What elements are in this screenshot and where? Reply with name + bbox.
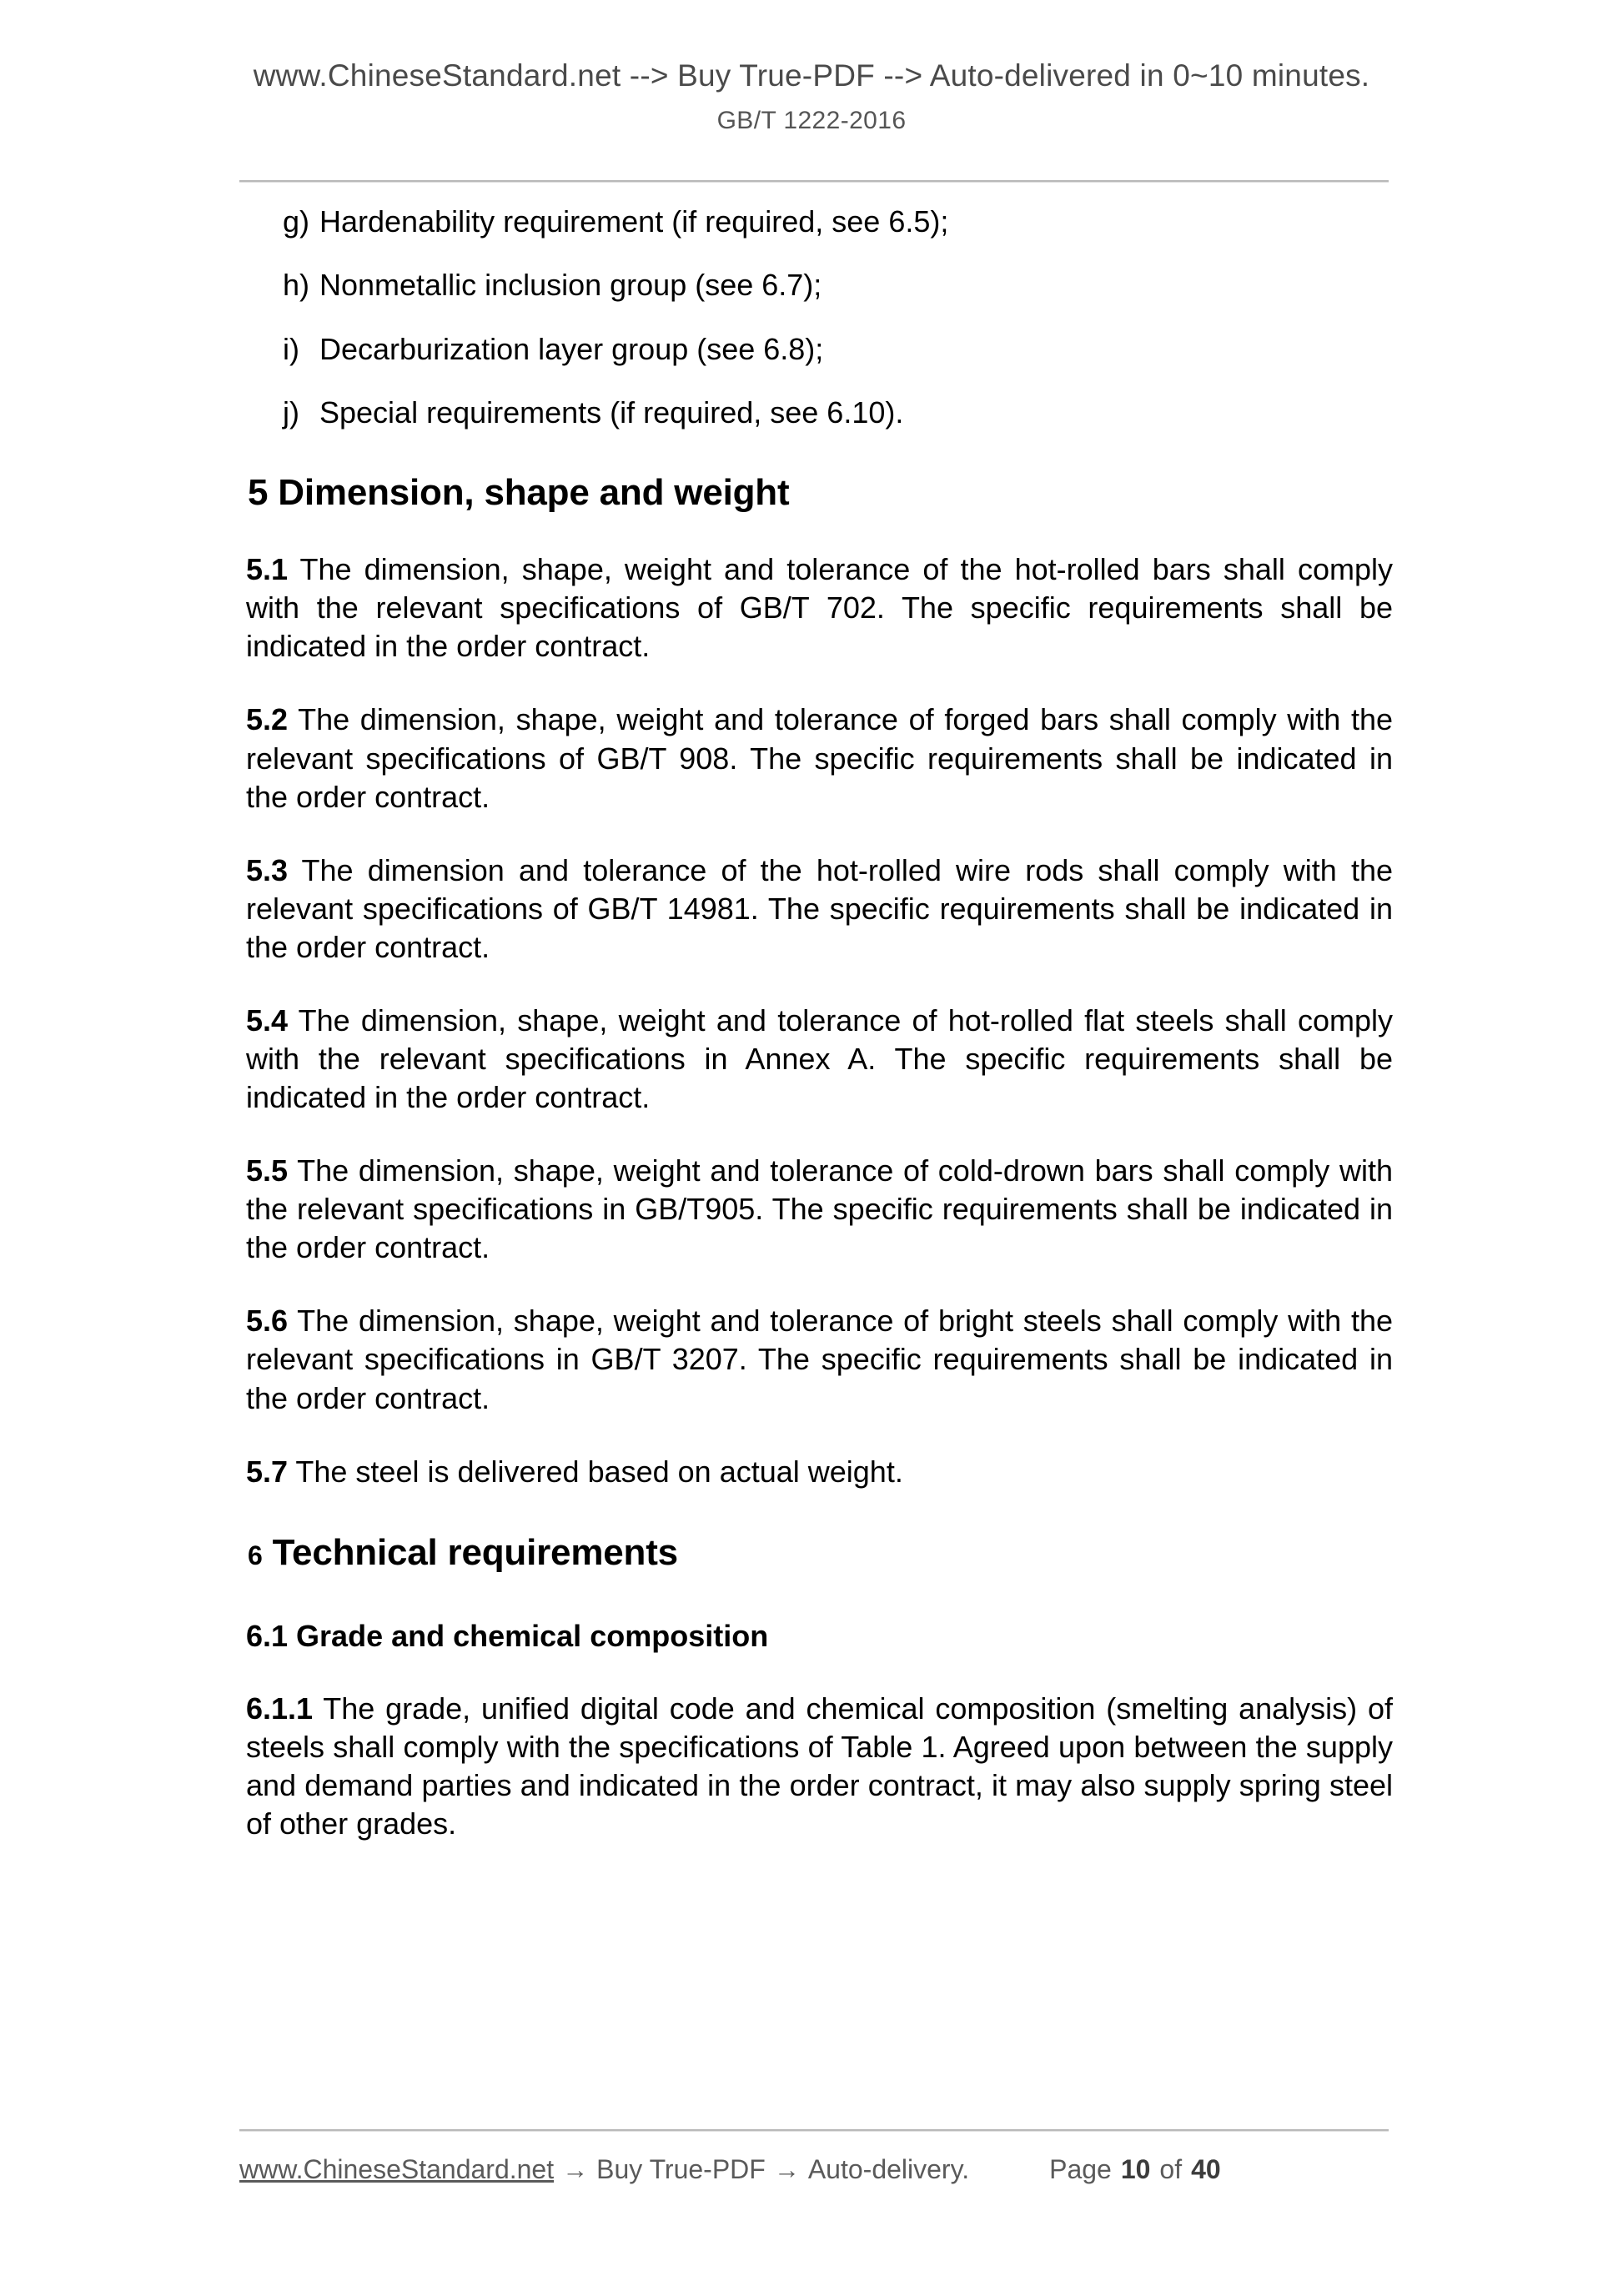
list-item	[283, 266, 1393, 304]
page-header	[0, 58, 1623, 135]
spacer	[246, 252, 1393, 266]
section-6-heading	[248, 1531, 1393, 1575]
paragraph-text: The dimension, shape, weight and tolerance of bright steels shall comply with the relevant specifications in GB/T 3207. The specific requirements shall be indicated in the order contract.	[246, 1304, 1393, 1415]
footer-delivery-text: Auto-delivery.	[807, 2154, 970, 2184]
paragraph-number: 5.7	[246, 1454, 289, 1489]
footer-website-link[interactable]: www.ChineseStandard.net	[239, 2154, 555, 2184]
spacer	[246, 316, 1393, 330]
section-6-number: 6	[248, 1540, 263, 1570]
paragraph-5-1	[246, 550, 1393, 666]
header-standard-number: GB/T 1222-2016	[716, 107, 907, 134]
footer-promo	[239, 2154, 969, 2185]
page-number: 10	[1120, 2154, 1151, 2184]
paragraph-text: The dimension and tolerance of the hot-rolled wire rods shall comply with the relevant specifications of GB/T 14981. The specific requirements shall be indicated in the order contract.	[246, 852, 1393, 964]
subsection-6-1-heading: 6.1 Grade and chemical composition	[246, 1618, 769, 1653]
paragraph-number: 5.4	[246, 1002, 289, 1037]
list-item-marker: h)	[283, 268, 310, 303]
paragraph-5-6	[246, 1302, 1393, 1417]
list-item-marker: g)	[283, 204, 310, 239]
footer-divider	[239, 2129, 1389, 2132]
list-item-text: Nonmetallic inclusion group (see 6.7);	[319, 268, 822, 303]
page-indicator	[1049, 2154, 1221, 2185]
paragraph-number: 5.2	[246, 702, 289, 737]
paragraph-number: 6.1.1	[246, 1691, 314, 1726]
paragraph-text: The dimension, shape, weight and tolerance of forged bars shall comply with the relevant specifications of GB/T 908. The specific requirements shall be indicated in the order contract.	[246, 702, 1393, 814]
list-item-text: Special requirements (if required, see 6.10).	[319, 395, 904, 430]
list-item	[283, 203, 1393, 240]
paragraph-text: The dimension, shape, weight and tolerance of cold-drown bars shall comply with the relevant specifications in GB/T905. The specific requirements shall be indicated in the order contract.	[246, 1153, 1393, 1265]
section-6-title: Technical requirements	[262, 1531, 678, 1573]
paragraph-number: 5.1	[246, 552, 289, 587]
list-item	[283, 330, 1393, 368]
paragraph-number: 5.6	[246, 1304, 289, 1339]
total-pages: 40	[1191, 2154, 1221, 2184]
page-footer	[239, 2154, 1389, 2185]
arrow-right-icon: →	[562, 2155, 589, 2184]
paragraph-number: 5.5	[246, 1153, 289, 1188]
list-item	[283, 394, 1393, 431]
paragraph-text: The steel is delivered based on actual weight.	[288, 1454, 903, 1489]
page-label: Page	[1049, 2154, 1112, 2184]
header-divider	[239, 180, 1389, 183]
paragraph-5-2	[246, 701, 1393, 816]
list-item-text: Decarburization layer group (see 6.8);	[319, 331, 824, 366]
list-item-marker: i)	[283, 331, 299, 366]
footer-buy-text: Buy True-PDF	[596, 2154, 766, 2184]
header-promo-text: www.ChineseStandard.net --> Buy True-PDF --> Auto-delivered in 0~10 minutes.	[253, 58, 1370, 93]
paragraph-5-5	[246, 1152, 1393, 1267]
paragraph-text: The grade, unified digital code and chemical composition (smelting analysis) of steels shall comply with the specifications of Table 1. Agreed upon between the supply and demand parties and indicated in the order contract, it may also supply spring steel of other grades.	[246, 1691, 1393, 1841]
section-5-heading: 5 Dimension, shape and weight	[248, 472, 790, 514]
paragraph-5-3	[246, 852, 1393, 967]
list-item-marker: j)	[283, 395, 299, 430]
paragraph-5-4	[246, 1002, 1393, 1117]
list-item-text: Hardenability requirement (if required, see 6.5);	[319, 204, 949, 239]
paragraph-text: The dimension, shape, weight and tolerance of hot-rolled flat steels shall comply with the relevant specifications in Annex A. The specific requirements shall be indicated in the order contract.	[246, 1002, 1393, 1115]
arrow-right-icon: →	[773, 2155, 800, 2184]
page-content	[246, 203, 1393, 1843]
paragraph-5-7	[246, 1453, 1393, 1491]
paragraph-number: 5.3	[246, 852, 289, 887]
spacer	[246, 379, 1393, 394]
paragraph-text: The dimension, shape, weight and tolerance of the hot-rolled bars shall comply with the relevant specifications of GB/T 702. The specific requirements shall be indicated in the order contract.	[246, 552, 1393, 664]
of-label: of	[1159, 2154, 1183, 2184]
paragraph-6-1-1	[246, 1690, 1393, 1843]
